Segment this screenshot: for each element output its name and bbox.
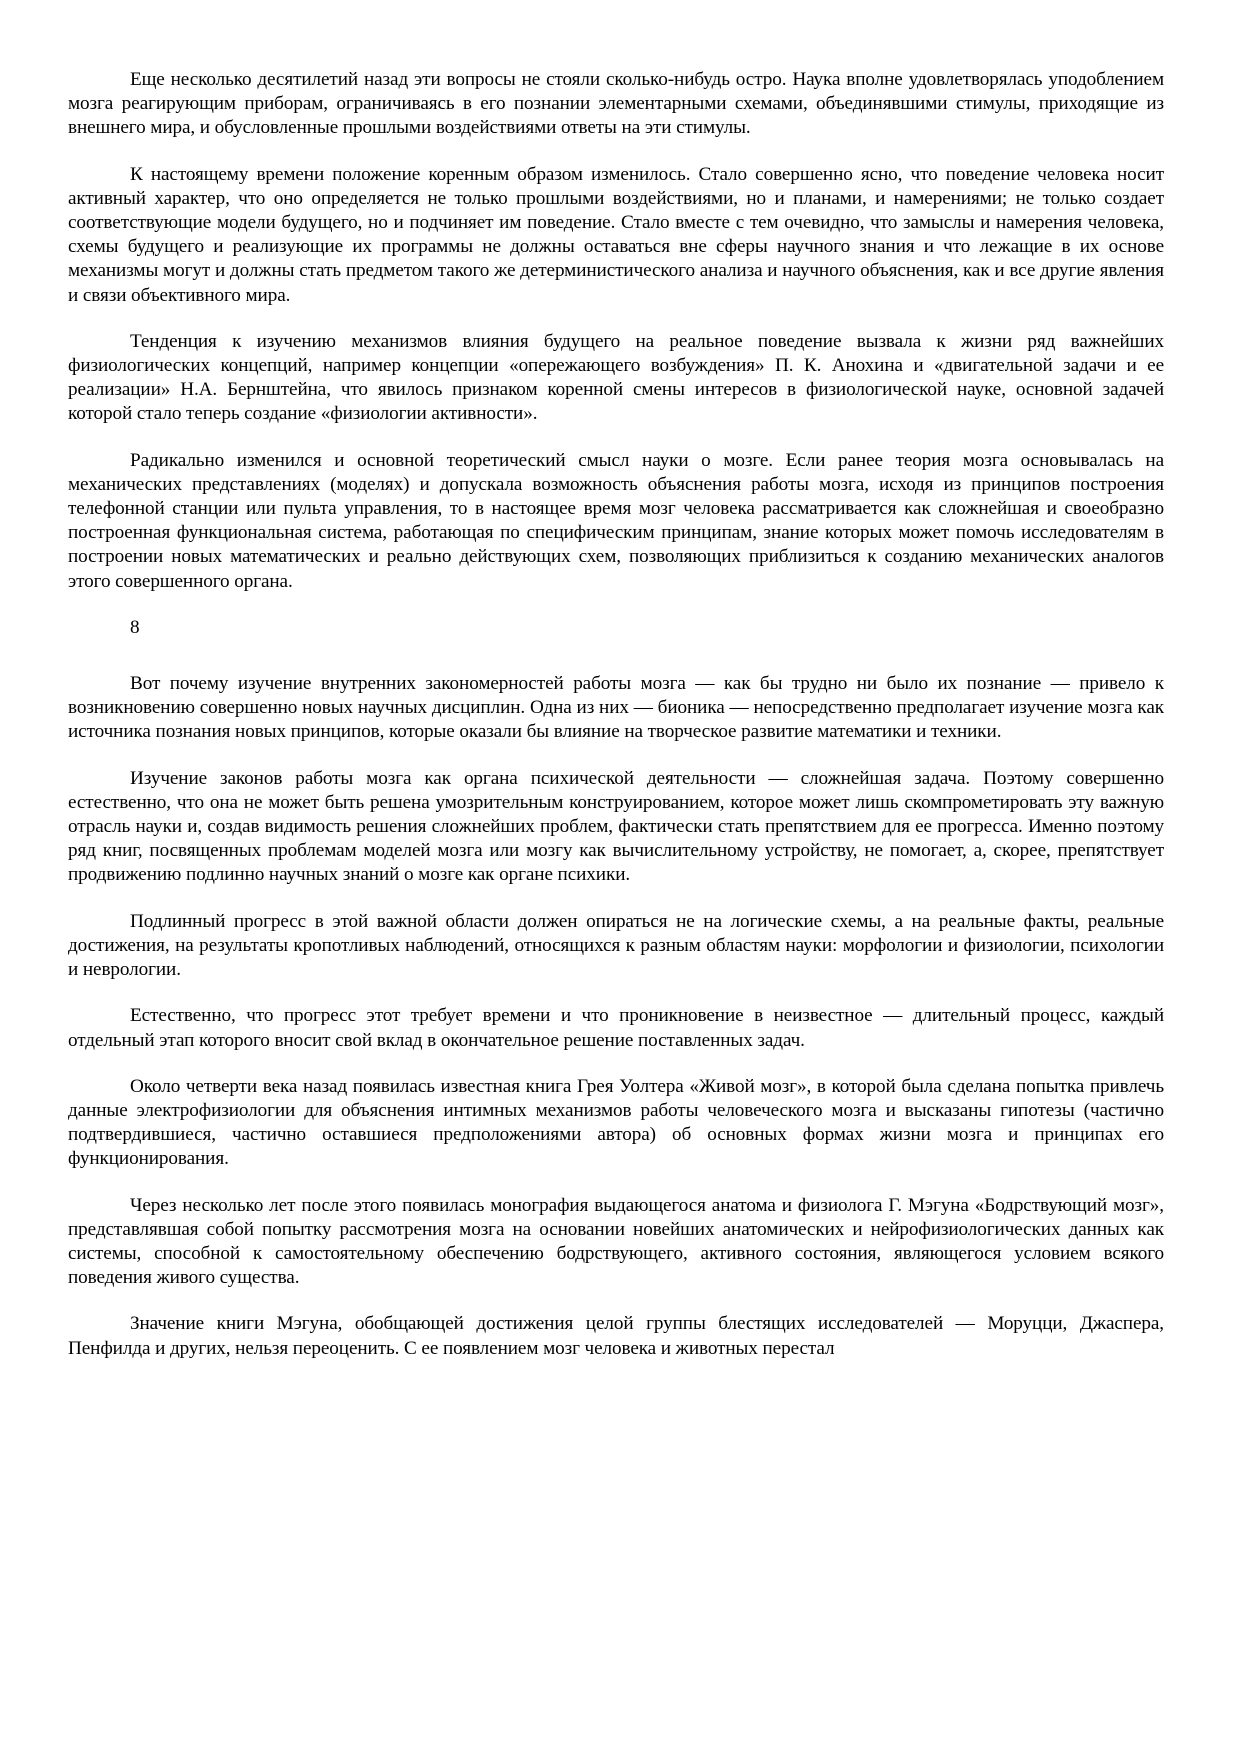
paragraph-8: Естественно, что прогресс этот требует времени и что проникновение в неизвестное — длительный процесс, каждый отдельный этап которого вносит свой вклад в окончательное решение поставленных задач. bbox=[68, 1005, 1164, 1051]
paragraph-1: Еще несколько десятилетий назад эти вопросы не стояли сколько-нибудь остро. Наука вполне удовлетворялась уподоблением мозга реагирующим приборам, ограничиваясь в его познании элементарными схемами, объединявшими стимулы, приходящие из внешнего мира, и обусловленные прошлыми воздействиями ответы на эти стимулы. bbox=[68, 69, 1164, 139]
page-number: 8 bbox=[130, 616, 140, 638]
paragraph-7: Подлинный прогресс в этой важной области должен опираться не на логические схемы, а на реальные факты, реальные достижения, на результаты кропотливых наблюдений, относящихся к разным областям науки: морфологии и физиологии, психологии и неврологии. bbox=[68, 910, 1164, 981]
document-page bbox=[68, 68, 1164, 1383]
paragraph-3: Тенденция к изучению механизмов влияния будущего на реальное поведение вызвала к жизни ряд важнейших физиологических концепций, например концепции «опережающего возбуждения» П. К. Анохина и «двигательной задачи и ее реализации» Н.А. Бернштейна, что явилось признаком коренной смены интересов в физиологической науке, основной задачей которой стало теперь создание «физиологии активности». bbox=[68, 330, 1164, 425]
paragraph-9: Около четверти века назад появилась известная книга Грея Уолтера «Живой мозг», в которой была сделана попытка привлечь данные электрофизиологии для объяснения интимных механизмов работы человеческого мозга и высказаны гипотезы (частично подтвердившиеся, частично оставшиеся предположениями автора) об основных формах жизни мозга и принципах его функционирования. bbox=[68, 1075, 1164, 1170]
paragraph-4: Радикально изменился и основной теоретический смысл науки о мозге. Если ранее теория мозга основывалась на механических представлениях (моделях) и допускала возможность объяснения работы мозга, исходя из принципов построения телефонной станции или пульта управления, то в настоящее время мозг человека рассматривается как сложнейшая и своеобразно построенная функциональная система, работающая по специфическим принципам, знание которых может помочь исследователям в построении новых математических и реально действующих схем, позволяющих приблизиться к созданию механических аналогов этого совершенного органа. bbox=[68, 449, 1164, 592]
paragraph-2: К настоящему времени положение коренным образом изменилось. Стало совершенно ясно, что поведение человека носит активный характер, что оно определяется не только прошлыми воздействиями, но и планами, и намерениями; не только создает соответствующие модели будущего, но и подчиняет им поведение. Стало вместе с тем очевидно, что замыслы и намерения человека, схемы будущего и реализующие их программы не должны оставаться вне сферы научного знания и что лежащие в их основе механизмы могут и должны стать предметом такого же детерминистического анализа и научного объяснения, как и все другие явления и связи объективного мира. bbox=[68, 163, 1164, 306]
paragraph-10: Через несколько лет после этого появилась монография выдающегося анатома и физиолога Г. Мэгуна «Бодрствующий мозг», представлявшая собой попытку рассмотрения мозга на основании новейших анатомических и нейрофизиологических данных как системы, способной к самостоятельному обеспечению бодрствующего, активного состояния, являющегося условием всякого поведения живого существа. bbox=[68, 1194, 1164, 1289]
paragraph-6: Изучение законов работы мозга как органа психической деятельности — сложнейшая задача. Поэтому совершенно естественно, что она не может быть решена умозрительным конструированием, которое может лишь скомпрометировать эту важную отрасль науки и, создав видимость решения сложнейших проблем, фактически стать препятствием для ее прогресса. Именно поэтому ряд книг, посвященных проблемам моделей мозга или мозгу как вычислительному устройству, не помогает, а, скорее, препятствует продвижению подлинно научных знаний о мозге как органе психики. bbox=[68, 767, 1164, 886]
paragraph-11: Значение книги Мэгуна, обобщающей достижения целой группы блестящих исследователей — Моруцци, Джаспера, Пенфилда и других, нельзя переоценить. С ее появлением мозг человека и животных перестал bbox=[68, 1313, 1164, 1359]
paragraph-5: Вот почему изучение внутренних закономерностей работы мозга — как бы трудно ни было их познание — привело к возникновению совершенно новых научных дисциплин. Одна из них — бионика — непосредственно предполагает изучение мозга как источника познания новых принципов, которые оказали бы влияние на творческое развитие математики и техники. bbox=[68, 673, 1164, 743]
